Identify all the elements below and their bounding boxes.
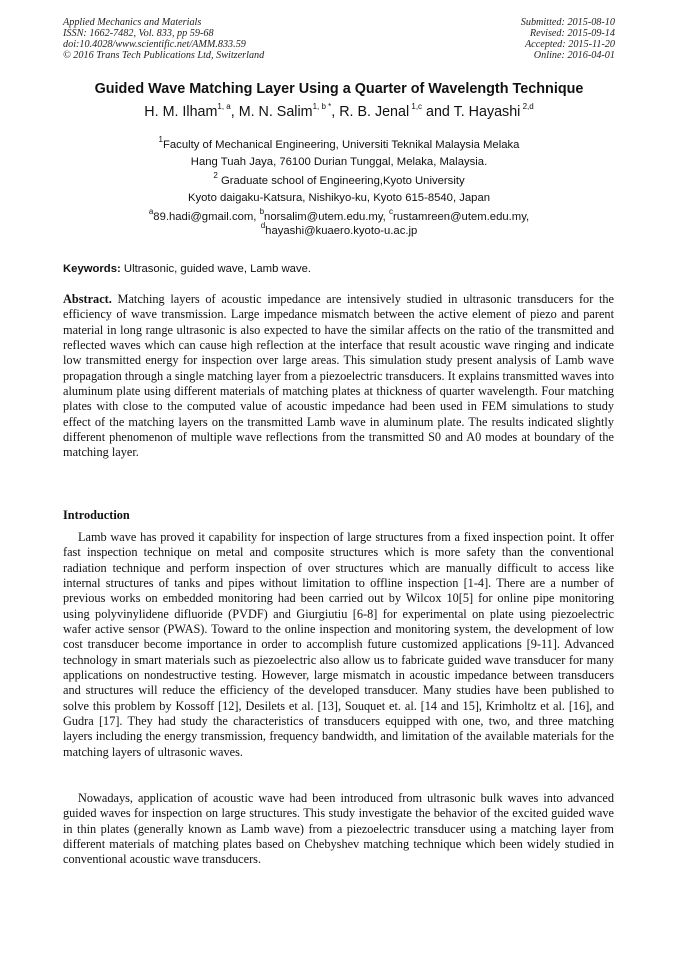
journal-doi[interactable]: doi:10.4028/www.scientific.net/AMM.833.59 bbox=[63, 39, 246, 50]
journal-issn: ISSN: 1662-7482, Vol. 833, pp 59-68 bbox=[63, 28, 214, 39]
email-d[interactable]: hayashi@kuaero.kyoto-u.ac.jp bbox=[265, 225, 418, 237]
author-name: H. M. Ilham bbox=[144, 104, 218, 120]
author-name: R. B. Jenal bbox=[339, 104, 410, 120]
affiliation-line: Kyoto daigaku-Katsura, Nishikyo-ku, Kyoto 615-8540, Japan bbox=[187, 192, 491, 204]
author-affiliation-mark: 1, a bbox=[217, 102, 231, 112]
abstract-label: Abstract. bbox=[63, 292, 112, 306]
author-affiliation-mark: 1, b * bbox=[312, 102, 332, 112]
email-a[interactable]: 89.hadi@gmail.com bbox=[153, 211, 254, 223]
email-b[interactable]: norsalim@utem.edu.my bbox=[264, 211, 383, 223]
date-submitted: Submitted: 2015-08-10 bbox=[520, 17, 615, 28]
author-list bbox=[0, 103, 678, 121]
introduction-paragraph-1: Lamb wave has proved it capability for inspection of large structures from a fixed inspection point. It offer fast inspection technique on metal and composite structures which is more safety than the conventional radiation technique and perform inspection of over structures which are manually difficult to access like internal structures of tanks and pipes without limitation to offline inspection [1-4]. There are a number of previous works on embedded monitoring had been carried out by Wilcox 10[5] for online pipe monitoring using polyvinylidene difluoride (PVDF) and Giurgiutiu [6-8] for experimental on plate using piezoelectric wafer active sensor (PWAS). Toward to the online inspection and monitoring system, the development of low cost transducer become importance in order to accomplish future customized applications [9-11]. Advanced technology in smart materials such as piezoelectric also allow us to fabricate guided wave transducer for many applications on nondestructive testing. However, large mismatch in acoustic impedance between transducers and structures will reduce the efficiency of the developed transducer. Many studies have been published to solve this problem by Kossoff [12], Desilets et al. [13], Souquet et. al. [14 and 15], Krimholtz et al. [16], and Gudra [17]. They had study the characteristics of transducers equipped with one, two, and three matching layers including the energy transmission, frequency bandwidth, and limitation of the available materials for the matching layers of ultrasonic waves. bbox=[63, 530, 614, 759]
introduction-paragraph-2: Nowadays, application of acoustic wave had been introduced from ultrasonic bulk waves into advanced guided waves for inspection on large structures. This study investigate the behavior of the excited guided wave in thin plates (generally known as Lamb wave) from a piezoelectric transducer using a matching layer from different materials of matching plates based on Chebyshev matching technique which been widely studied in conventional acoustic wave transducers. bbox=[63, 791, 614, 867]
affiliation-2 bbox=[0, 173, 678, 207]
affiliation-line: Hang Tuah Jaya, 76100 Durian Tunggal, Melaka, Malaysia. bbox=[190, 156, 488, 168]
author-emails: $^a$89.hadi@gmail.com, $^b$norsalim@utem.edu.my, $^c$rustamreen@utem.edu.my, $^d$hayashi@kuaero.kyoto-u.ac.jp bbox=[148, 207, 530, 237]
author-separator: and bbox=[422, 104, 454, 120]
journal-info bbox=[63, 17, 264, 61]
affiliation-1 bbox=[0, 137, 678, 171]
abstract-text: Matching layers of acoustic impedance are intensively studied in ultrasonic transducers for the efficiency of wave transmission. Large impedance mismatch between the active element of piezo and parent material in long range ultrasonic is also expected to have the similar affects on the ratio of the transmitted and reflected waves which can cause high reflection at the interface that result acoustic wave ringing and indicate low transmitted energy for inspection over large areas. This simulation study present analysis of Lamb wave propagation through a single matching layer from a piezoelectric transducers. It explains transmitted waves into aluminum plate using different materials of matching plates at thickness of quarter wavelength. Four matching plates with close to the computed value of acoustic impedance had been used in FEM simulations to study effect of the matching layers on the transmitted Lamb wave in aluminum plate. The results indicated slightly different phenomenon of multiple wave reflections from the transmitted S0 and A0 modes at boundary of the matching layer. bbox=[63, 292, 614, 460]
publication-dates bbox=[521, 17, 615, 61]
journal-name: Applied Mechanics and Materials bbox=[63, 17, 202, 28]
author-name: T. Hayashi bbox=[453, 104, 521, 120]
keywords-text: Ultrasonic, guided wave, Lamb wave. bbox=[120, 263, 312, 275]
author-name: M. N. Salim bbox=[238, 104, 313, 120]
author-separator: , bbox=[331, 104, 340, 120]
section-heading-introduction: Introduction bbox=[63, 508, 130, 522]
affiliation-line: Faculty of Mechanical Engineering, Universiti Teknikal Malaysia Melaka bbox=[163, 139, 520, 151]
keywords-label: Keywords: bbox=[63, 263, 121, 275]
journal-copyright: © 2016 Trans Tech Publications Ltd, Switzerland bbox=[63, 50, 265, 61]
paper-title: Guided Wave Matching Layer Using a Quarter of Wavelength Technique bbox=[94, 81, 584, 97]
affiliation-line: Graduate school of Engineering,Kyoto University bbox=[217, 175, 465, 187]
author-affiliation-mark: 2,d bbox=[520, 102, 534, 112]
author-separator: , bbox=[230, 104, 239, 120]
affiliation-mark: 2 bbox=[213, 171, 218, 181]
affiliation-mark: 1 bbox=[158, 135, 163, 145]
date-accepted: Accepted: 2015-11-20 bbox=[524, 39, 615, 50]
abstract bbox=[63, 292, 614, 461]
author-affiliation-mark: 1,c bbox=[409, 102, 423, 112]
date-online: Online: 2016-04-01 bbox=[533, 50, 615, 61]
keywords bbox=[63, 262, 311, 276]
date-revised: Revised: 2015-09-14 bbox=[529, 28, 615, 39]
email-c[interactable]: rustamreen@utem.edu.my bbox=[392, 211, 527, 223]
